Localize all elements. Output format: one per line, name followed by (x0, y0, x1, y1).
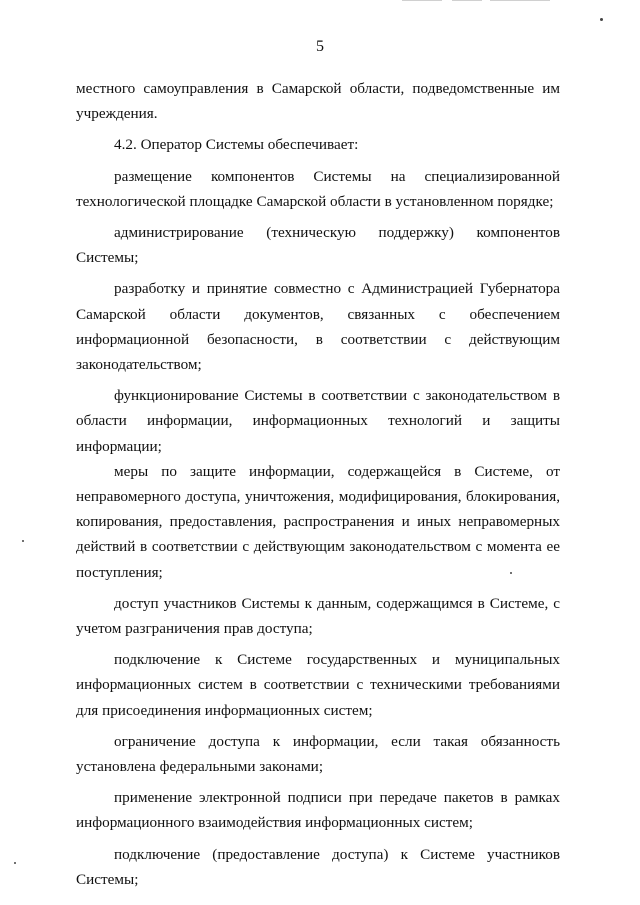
scan-artifact-line (490, 0, 550, 1)
scan-speck (22, 540, 24, 542)
paragraph: применение электронной подписи при передаче пакетов в рамках информационного взаимодействия информационных систем; (76, 789, 560, 832)
paragraph: меры по защите информации, содержащейся в Системе, от неправомерного доступа, уничтожения, модифицирования, блокирования, копирования, предоставления, распространения и иных неправомерных действий в соответствии с действующим законодательством с момента ее поступления; (76, 462, 560, 581)
document-body (76, 76, 560, 892)
page-number: 5 (316, 38, 324, 55)
scan-artifact-line (402, 0, 442, 1)
scan-artifact-line (452, 0, 482, 1)
scan-speck (510, 572, 512, 574)
paragraph: функционирование Системы в соответствии с законодательством в области информации, информационных технологий и защиты информации; (76, 387, 560, 455)
paragraph: подключение (предоставление доступа) к Системе участников Системы; (76, 845, 560, 888)
paragraph: ограничение доступа к информации, если такая обязанность установлена федеральными законами; (76, 732, 560, 776)
scan-speck (600, 18, 603, 21)
paragraph: администрирование (техническую поддержку) компонентов Системы; (76, 224, 560, 267)
section-heading-4-2: 4.2. Оператор Системы обеспечивает: (114, 136, 359, 154)
paragraph: размещение компонентов Системы на специализированной технологической площадке Самарской области в установленном порядке; (76, 167, 560, 210)
paragraph: разработку и принятие совместно с Администрацией Губернатора Самарской области документов, связанных с обеспечением информационной безопасности, в соответствии с действующим законодательством; (76, 280, 560, 374)
paragraph-continuation: местного самоуправления в Самарской области, подведомственные им учреждения. (76, 80, 560, 123)
paragraph: доступ участников Системы к данным, содержащимся в Системе, с учетом разграничения прав доступа; (76, 594, 560, 638)
scan-speck (14, 862, 16, 864)
paragraph: подключение к Системе государственных и муниципальных информационных систем в соответствии с техническими требованиями для присоединения информационных систем; (76, 651, 560, 719)
